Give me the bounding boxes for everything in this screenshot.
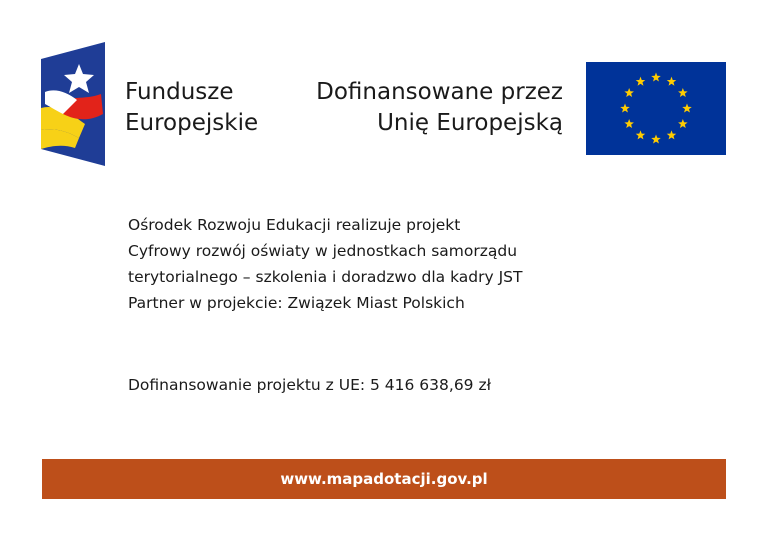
cofin-line-1: Dofinansowane przez [316, 79, 563, 105]
project-line-3: terytorialnego – szkolenia i doradzwo dla kadry JST [128, 268, 523, 286]
funding-amount: Dofinansowanie projektu z UE: 5 416 638,69 zł [128, 376, 492, 394]
fundusze-europejskie-logo-icon [41, 42, 105, 166]
project-line-4: Partner w projekcie: Związek Miast Polskich [128, 294, 465, 312]
project-description [128, 212, 522, 316]
eu-flag-icon [586, 62, 726, 155]
fe-line-1: Fundusze [125, 79, 234, 105]
footer-url-link[interactable]: www.mapadotacji.gov.pl [280, 470, 488, 488]
fe-line-2: Europejskie [125, 110, 259, 136]
cofin-line-2: Unię Europejską [377, 110, 563, 136]
project-line-1: Ośrodek Rozwoju Edukacji realizuje projekt [128, 216, 461, 234]
cofinanced-by-eu-label [316, 77, 563, 139]
footer-bar [42, 459, 726, 499]
fundusze-europejskie-label [125, 77, 258, 139]
project-line-2: Cyfrowy rozwój oświaty w jednostkach samorządu [128, 242, 518, 260]
